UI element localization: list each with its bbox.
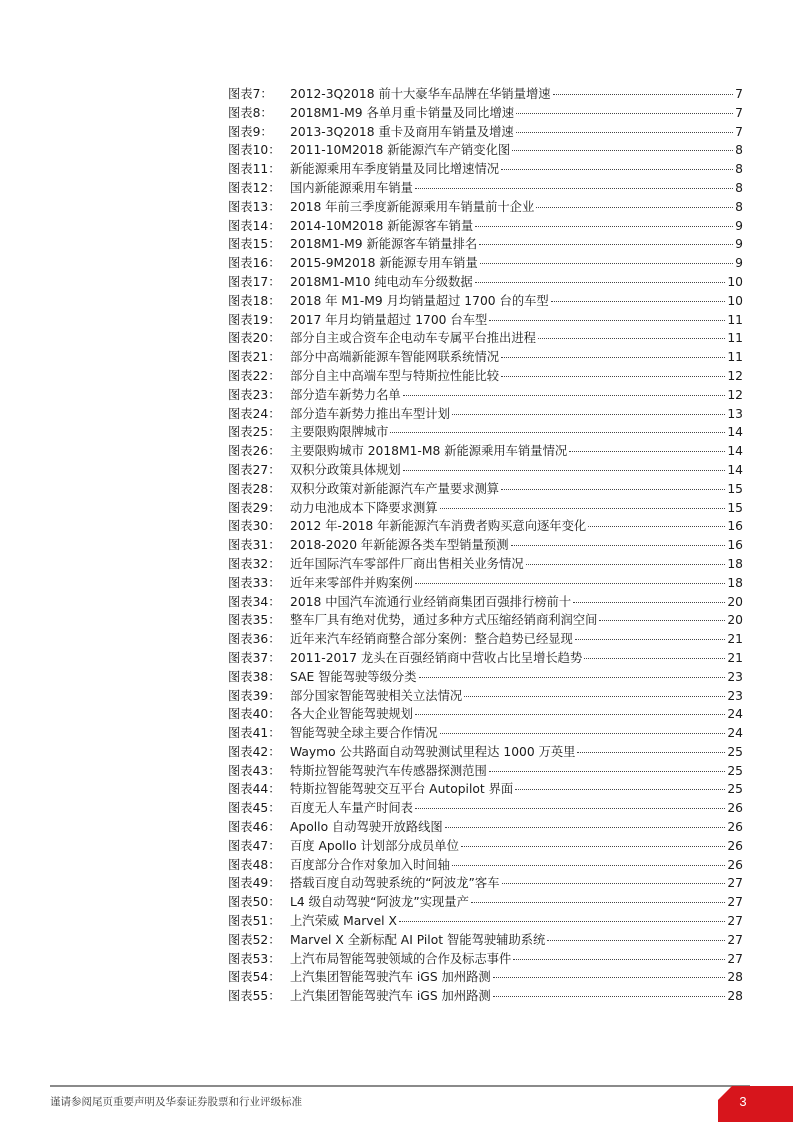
toc-entry-page: 18 bbox=[727, 575, 743, 590]
toc-leader-dots bbox=[415, 188, 733, 189]
toc-entry-title: 百度无人车量产时间表 bbox=[290, 801, 413, 816]
footer-divider bbox=[50, 1085, 750, 1087]
toc-leader-dots bbox=[526, 564, 726, 565]
toc-entry-title: 部分自主中高端车型与特斯拉性能比较 bbox=[290, 368, 500, 383]
toc-entry[interactable] bbox=[228, 856, 743, 875]
toc-leader-dots bbox=[464, 696, 725, 697]
toc-entry[interactable] bbox=[228, 593, 743, 612]
toc-entry-page: 23 bbox=[727, 688, 743, 703]
toc-leader-dots bbox=[553, 94, 734, 95]
toc-entry-label: 图表7： bbox=[228, 87, 273, 101]
toc-entry-page: 14 bbox=[727, 444, 743, 459]
table-of-figures bbox=[228, 85, 743, 1006]
toc-entry-page: 14 bbox=[727, 425, 743, 440]
toc-entry-label: 图表39： bbox=[228, 688, 281, 703]
toc-entry-title: Marvel X 全新标配 AI Pilot 智能驾驶辅助系统 bbox=[290, 932, 546, 947]
toc-entry-page: 24 bbox=[727, 707, 743, 722]
toc-entry-title: Waymo 公共路面自动驾驶测试里程达 1000 万英里 bbox=[290, 744, 576, 759]
toc-leader-dots bbox=[501, 357, 725, 358]
toc-entry-page: 18 bbox=[727, 556, 743, 571]
toc-entry-title: 部分国家智能驾驶相关立法情况 bbox=[290, 688, 463, 703]
toc-leader-dots bbox=[403, 395, 726, 396]
toc-leader-dots bbox=[471, 902, 725, 903]
toc-entry-label: 图表53： bbox=[228, 951, 281, 966]
toc-entry-label: 图表20： bbox=[228, 331, 281, 346]
toc-entry-page: 20 bbox=[727, 594, 743, 609]
toc-entry[interactable] bbox=[228, 555, 743, 574]
toc-leader-dots bbox=[513, 959, 725, 960]
toc-entry-title: 近年来汽车经销商整合部分案例：整合趋势已经显现 bbox=[290, 632, 573, 647]
toc-leader-dots bbox=[415, 583, 725, 584]
toc-entry-page: 16 bbox=[727, 519, 743, 534]
toc-entry-title: 特斯拉智能驾驶交互平台 Autopilot 界面 bbox=[290, 782, 514, 797]
toc-entry-page: 21 bbox=[727, 650, 743, 665]
toc-entry-label: 图表46： bbox=[228, 820, 281, 835]
toc-entry-page: 11 bbox=[727, 331, 743, 346]
toc-entry[interactable] bbox=[228, 423, 743, 442]
toc-entry-title: 2018 年 M1-M9 月均销量超过 1700 台的车型 bbox=[290, 293, 549, 308]
toc-entry-label: 图表22： bbox=[228, 368, 281, 383]
toc-entry-title: 各大企业智能驾驶规划 bbox=[290, 707, 413, 722]
toc-entry[interactable] bbox=[228, 611, 743, 630]
toc-leader-dots bbox=[588, 526, 725, 527]
toc-entry[interactable] bbox=[228, 217, 743, 236]
toc-entry-page: 7 bbox=[735, 87, 743, 101]
toc-entry-page: 15 bbox=[727, 481, 743, 496]
toc-entry[interactable] bbox=[228, 893, 743, 912]
toc-entry[interactable] bbox=[228, 329, 743, 348]
toc-entry[interactable] bbox=[228, 292, 743, 311]
toc-leader-dots bbox=[415, 714, 725, 715]
toc-leader-dots bbox=[475, 226, 733, 227]
toc-entry-label: 图表9： bbox=[228, 124, 273, 139]
toc-entry-label: 图表30： bbox=[228, 519, 281, 534]
toc-entry-label: 图表42： bbox=[228, 744, 281, 759]
toc-entry-label: 图表27： bbox=[228, 462, 281, 477]
toc-leader-dots bbox=[445, 827, 726, 828]
toc-entry[interactable] bbox=[228, 968, 743, 987]
page-number-badge bbox=[718, 1086, 793, 1122]
toc-entry-label: 图表12： bbox=[228, 180, 281, 195]
toc-entry-label: 图表35： bbox=[228, 613, 281, 628]
toc-entry-label: 图表14： bbox=[228, 218, 281, 233]
toc-entry-label: 图表29： bbox=[228, 500, 281, 515]
toc-entry[interactable] bbox=[228, 104, 743, 123]
toc-entry-title: 新能源乘用车季度销量及同比增速情况 bbox=[290, 162, 500, 177]
toc-entry-title: 近年国际汽车零部件厂商出售相关业务情况 bbox=[290, 556, 524, 571]
toc-entry-title: 百度 Apollo 计划部分成员单位 bbox=[290, 838, 459, 853]
toc-entry-title: 搭载百度自动驾驶系统的“阿波龙”客车 bbox=[290, 876, 500, 891]
toc-entry[interactable] bbox=[228, 405, 743, 424]
toc-entry-title: 上汽布局智能驾驶领域的合作及标志事件 bbox=[290, 951, 512, 966]
toc-leader-dots bbox=[390, 432, 725, 433]
toc-entry[interactable] bbox=[228, 649, 743, 668]
toc-entry-page: 8 bbox=[735, 199, 743, 214]
toc-entry-title: 2018M1-M10 纯电动车分级数据 bbox=[290, 274, 473, 289]
toc-entry-label: 图表10： bbox=[228, 143, 281, 158]
toc-entry-title: 2012-3Q2018 前十大豪华车品牌在华销量增速 bbox=[290, 87, 551, 101]
toc-leader-dots bbox=[461, 846, 725, 847]
toc-leader-dots bbox=[599, 620, 725, 621]
toc-leader-dots bbox=[584, 658, 725, 659]
toc-entry-title: 主要限购城市 2018M1-M8 新能源乘用车销量情况 bbox=[290, 444, 568, 459]
toc-entry-label: 图表49： bbox=[228, 876, 281, 891]
toc-entry-title: 部分自主或合资车企电动车专属平台推出进程 bbox=[290, 331, 536, 346]
toc-leader-dots bbox=[501, 169, 733, 170]
toc-entry-page: 13 bbox=[727, 406, 743, 421]
toc-entry-page: 11 bbox=[727, 350, 743, 365]
toc-entry-label: 图表48： bbox=[228, 857, 281, 872]
toc-entry-page: 16 bbox=[727, 538, 743, 553]
toc-entry[interactable] bbox=[228, 141, 743, 160]
toc-entry-label: 图表31： bbox=[228, 538, 281, 553]
toc-entry-page: 24 bbox=[727, 726, 743, 741]
toc-leader-dots bbox=[452, 865, 725, 866]
toc-leader-dots bbox=[403, 470, 726, 471]
toc-entry[interactable] bbox=[228, 668, 743, 687]
toc-entry-label: 图表55： bbox=[228, 989, 281, 1004]
toc-leader-dots bbox=[489, 320, 725, 321]
toc-entry-page: 8 bbox=[735, 162, 743, 177]
toc-leader-dots bbox=[493, 977, 726, 978]
toc-entry[interactable] bbox=[228, 198, 743, 217]
toc-entry-title: 2013-3Q2018 重卡及商用车销量及增速 bbox=[290, 124, 514, 139]
toc-entry[interactable] bbox=[228, 630, 743, 649]
toc-entry-page: 26 bbox=[727, 801, 743, 816]
toc-entry-title: 整车厂具有绝对优势，通过多种方式压缩经销商利润空间 bbox=[290, 613, 598, 628]
toc-entry[interactable] bbox=[228, 235, 743, 254]
toc-entry-label: 图表19： bbox=[228, 312, 281, 327]
toc-entry[interactable] bbox=[228, 818, 743, 837]
toc-entry-label: 图表40： bbox=[228, 707, 281, 722]
toc-entry-title: 2018M1-M9 各单月重卡销量及同比增速 bbox=[290, 105, 515, 120]
toc-entry-title: 智能驾驶全球主要合作情况 bbox=[290, 726, 438, 741]
toc-entry-label: 图表15： bbox=[228, 237, 281, 252]
toc-entry[interactable] bbox=[228, 762, 743, 781]
toc-entry[interactable] bbox=[228, 724, 743, 743]
toc-leader-dots bbox=[399, 921, 725, 922]
toc-entry-page: 28 bbox=[727, 989, 743, 1004]
toc-leader-dots bbox=[452, 414, 725, 415]
toc-entry-title: Apollo 自动驾驶开放路线图 bbox=[290, 820, 443, 835]
toc-entry-title: L4 级自动驾驶“阿波龙”实现量产 bbox=[290, 895, 469, 910]
toc-entry-page: 9 bbox=[735, 218, 743, 233]
toc-entry-label: 图表50： bbox=[228, 895, 281, 910]
toc-entry-page: 9 bbox=[735, 256, 743, 271]
toc-leader-dots bbox=[479, 244, 733, 245]
toc-leader-dots bbox=[536, 207, 733, 208]
toc-entry-page: 27 bbox=[727, 914, 743, 929]
toc-entry-title: SAE 智能驾驶等级分类 bbox=[290, 669, 417, 684]
toc-entry-label: 图表23： bbox=[228, 387, 281, 402]
toc-entry-title: 双积分政策具体规划 bbox=[290, 462, 401, 477]
toc-leader-dots bbox=[440, 508, 726, 509]
toc-entry[interactable] bbox=[228, 987, 743, 1006]
toc-entry[interactable] bbox=[228, 499, 743, 518]
toc-leader-dots bbox=[511, 545, 726, 546]
toc-entry-title: 双积分政策对新能源汽车产量要求测算 bbox=[290, 481, 500, 496]
toc-entry-title: 部分中高端新能源车智能网联系统情况 bbox=[290, 350, 500, 365]
toc-entry-page: 27 bbox=[727, 895, 743, 910]
toc-leader-dots bbox=[551, 301, 726, 302]
toc-entry-label: 图表44： bbox=[228, 782, 281, 797]
toc-entry-title: 部分造车新势力推出车型计划 bbox=[290, 406, 450, 421]
toc-leader-dots bbox=[493, 996, 726, 997]
toc-entry-label: 图表43： bbox=[228, 763, 281, 778]
toc-entry[interactable] bbox=[228, 386, 743, 405]
toc-entry-page: 26 bbox=[727, 857, 743, 872]
toc-leader-dots bbox=[502, 883, 726, 884]
toc-leader-dots bbox=[516, 113, 733, 114]
toc-entry-page: 25 bbox=[727, 782, 743, 797]
toc-entry-label: 图表34： bbox=[228, 594, 281, 609]
toc-entry-label: 图表28： bbox=[228, 481, 281, 496]
toc-entry[interactable] bbox=[228, 517, 743, 536]
toc-leader-dots bbox=[512, 150, 733, 151]
toc-entry[interactable] bbox=[228, 123, 743, 142]
toc-entry[interactable] bbox=[228, 687, 743, 706]
toc-entry-page: 20 bbox=[727, 613, 743, 628]
toc-entry-title: 上汽荣威 Marvel X bbox=[290, 914, 397, 929]
toc-leader-dots bbox=[547, 940, 725, 941]
toc-entry-label: 图表45： bbox=[228, 801, 281, 816]
toc-entry[interactable] bbox=[228, 705, 743, 724]
toc-entry-page: 15 bbox=[727, 500, 743, 515]
toc-leader-dots bbox=[573, 602, 725, 603]
toc-entry-page: 27 bbox=[727, 876, 743, 891]
toc-entry-page: 8 bbox=[735, 143, 743, 158]
toc-entry-page: 26 bbox=[727, 820, 743, 835]
toc-entry-label: 图表8： bbox=[228, 105, 273, 120]
toc-entry[interactable] bbox=[228, 743, 743, 762]
toc-entry-label: 图表32： bbox=[228, 556, 281, 571]
toc-leader-dots bbox=[515, 789, 725, 790]
toc-entry-page: 27 bbox=[727, 932, 743, 947]
toc-entry[interactable] bbox=[228, 574, 743, 593]
toc-entry-title: 2018M1-M9 新能源客车销量排名 bbox=[290, 237, 478, 252]
toc-leader-dots bbox=[575, 639, 726, 640]
toc-entry[interactable] bbox=[228, 179, 743, 198]
toc-entry[interactable] bbox=[228, 950, 743, 969]
toc-leader-dots bbox=[489, 771, 726, 772]
toc-entry-title: 2014-10M2018 新能源客车销量 bbox=[290, 218, 474, 233]
toc-entry-label: 图表26： bbox=[228, 444, 281, 459]
toc-entry-page: 28 bbox=[727, 970, 743, 985]
toc-entry-page: 25 bbox=[727, 763, 743, 778]
toc-entry[interactable] bbox=[228, 780, 743, 799]
toc-entry-page: 10 bbox=[727, 293, 743, 308]
toc-entry[interactable] bbox=[228, 536, 743, 555]
toc-entry[interactable] bbox=[228, 85, 743, 104]
toc-entry-label: 图表41： bbox=[228, 726, 281, 741]
toc-leader-dots bbox=[538, 338, 725, 339]
toc-entry-title: 部分造车新势力名单 bbox=[290, 387, 401, 402]
toc-entry-label: 图表25： bbox=[228, 425, 281, 440]
toc-leader-dots bbox=[415, 808, 725, 809]
toc-entry-page: 23 bbox=[727, 669, 743, 684]
toc-entry-page: 8 bbox=[735, 180, 743, 195]
toc-entry[interactable] bbox=[228, 912, 743, 931]
toc-entry-title: 2015-9M2018 新能源专用车销量 bbox=[290, 256, 478, 271]
toc-entry-title: 2018 中国汽车流通行业经销商集团百强排行榜前十 bbox=[290, 594, 572, 609]
toc-entry-label: 图表11： bbox=[228, 162, 281, 177]
toc-entry-label: 图表54： bbox=[228, 970, 281, 985]
toc-entry-title: 2011-2017 龙头在百强经销商中营收占比呈增长趋势 bbox=[290, 650, 583, 665]
toc-entry-page: 14 bbox=[727, 462, 743, 477]
toc-entry[interactable] bbox=[228, 480, 743, 499]
toc-entry-title: 主要限购限牌城市 bbox=[290, 425, 389, 440]
toc-entry-label: 图表52： bbox=[228, 932, 281, 947]
toc-leader-dots bbox=[516, 132, 733, 133]
toc-entry-title: 2011-10M2018 新能源汽车产销变化图 bbox=[290, 143, 511, 158]
toc-entry-label: 图表21： bbox=[228, 350, 281, 365]
toc-leader-dots bbox=[480, 263, 733, 264]
toc-entry[interactable] bbox=[228, 837, 743, 856]
toc-leader-dots bbox=[501, 376, 725, 377]
toc-entry-title: 上汽集团智能驾驶汽车 iGS 加州路测 bbox=[290, 970, 491, 985]
toc-entry-title: 2017 年月均销量超过 1700 台车型 bbox=[290, 312, 488, 327]
toc-entry[interactable] bbox=[228, 348, 743, 367]
toc-entry-label: 图表17： bbox=[228, 274, 281, 289]
toc-entry[interactable] bbox=[228, 931, 743, 950]
toc-entry[interactable] bbox=[228, 874, 743, 893]
toc-entry[interactable] bbox=[228, 461, 743, 480]
toc-entry-title: 2018 年前三季度新能源乘用车销量前十企业 bbox=[290, 199, 535, 214]
toc-entry-label: 图表24： bbox=[228, 406, 281, 421]
toc-entry-label: 图表51： bbox=[228, 914, 281, 929]
toc-leader-dots bbox=[569, 451, 725, 452]
toc-leader-dots bbox=[501, 489, 725, 490]
toc-entry-label: 图表36： bbox=[228, 632, 281, 647]
toc-leader-dots bbox=[419, 677, 726, 678]
toc-entry[interactable] bbox=[228, 254, 743, 273]
toc-entry[interactable] bbox=[228, 367, 743, 386]
toc-entry-label: 图表18： bbox=[228, 293, 281, 308]
toc-entry-label: 图表47： bbox=[228, 838, 281, 853]
page-number: 3 bbox=[739, 1094, 747, 1109]
toc-entry-page: 12 bbox=[727, 387, 743, 402]
footer-disclaimer: 谨请参阅尾页重要声明及华泰证券股票和行业评级标准 bbox=[50, 1096, 302, 1108]
toc-entry-page: 7 bbox=[735, 105, 743, 120]
toc-entry[interactable] bbox=[228, 273, 743, 292]
toc-entry-page: 7 bbox=[735, 124, 743, 139]
toc-entry[interactable] bbox=[228, 799, 743, 818]
toc-entry-title: 近年来零部件并购案例 bbox=[290, 575, 413, 590]
toc-entry-title: 上汽集团智能驾驶汽车 iGS 加州路测 bbox=[290, 989, 491, 1004]
toc-entry[interactable] bbox=[228, 160, 743, 179]
toc-entry[interactable] bbox=[228, 442, 743, 461]
toc-entry-title: 国内新能源乘用车销量 bbox=[290, 180, 413, 195]
toc-entry-label: 图表33： bbox=[228, 575, 281, 590]
toc-entry-label: 图表37： bbox=[228, 650, 281, 665]
toc-entry-page: 10 bbox=[727, 274, 743, 289]
toc-entry-label: 图表16： bbox=[228, 256, 281, 271]
toc-entry-title: 特斯拉智能驾驶汽车传感器探测范围 bbox=[290, 763, 487, 778]
toc-entry[interactable] bbox=[228, 311, 743, 330]
toc-entry-title: 2018-2020 年新能源各类车型销量预测 bbox=[290, 538, 509, 553]
toc-entry-page: 11 bbox=[727, 312, 743, 327]
toc-leader-dots bbox=[440, 733, 726, 734]
toc-leader-dots bbox=[475, 282, 726, 283]
toc-entry-page: 26 bbox=[727, 838, 743, 853]
toc-entry-page: 12 bbox=[727, 368, 743, 383]
toc-entry-title: 动力电池成本下降要求测算 bbox=[290, 500, 438, 515]
toc-entry-label: 图表38： bbox=[228, 669, 281, 684]
toc-entry-page: 21 bbox=[727, 632, 743, 647]
toc-entry-page: 25 bbox=[727, 744, 743, 759]
toc-entry-title: 百度部分合作对象加入时间轴 bbox=[290, 857, 450, 872]
toc-entry-label: 图表13： bbox=[228, 199, 281, 214]
toc-entry-page: 9 bbox=[735, 237, 743, 252]
toc-leader-dots bbox=[577, 752, 725, 753]
toc-entry-page: 27 bbox=[727, 951, 743, 966]
toc-entry-title: 2012 年-2018 年新能源汽车消费者购买意向逐年变化 bbox=[290, 519, 587, 534]
